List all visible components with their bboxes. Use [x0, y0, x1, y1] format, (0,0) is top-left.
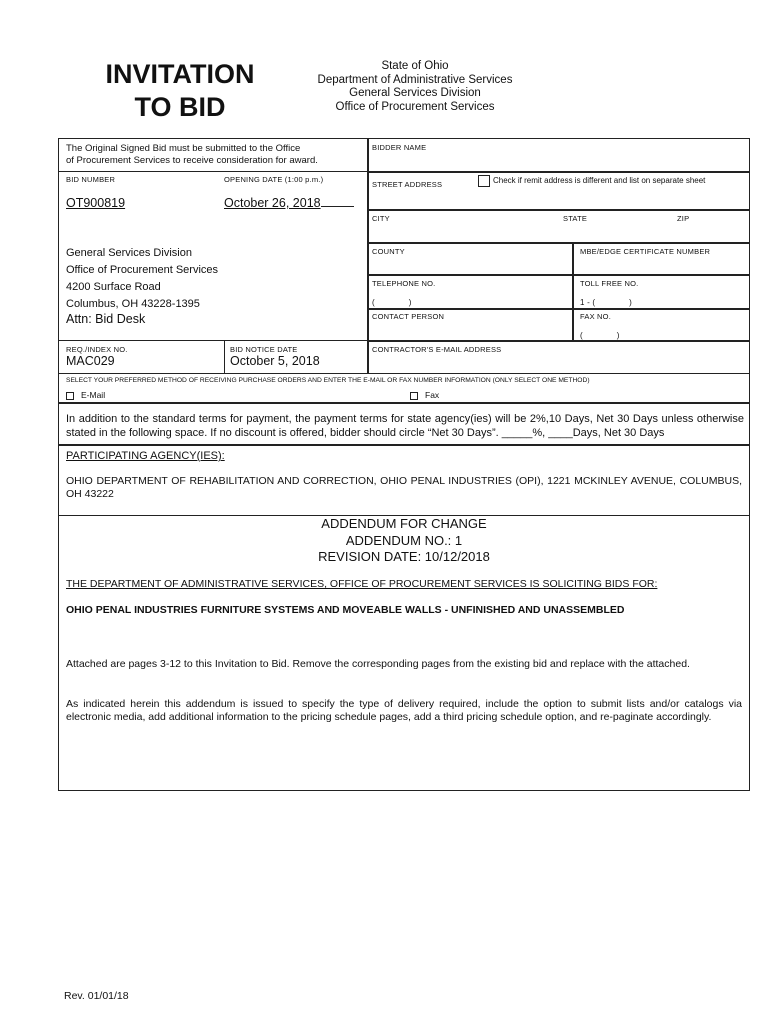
divider — [58, 373, 750, 374]
bid-number-label: BID NUMBER — [66, 175, 116, 184]
agency-line: General Services Division — [349, 87, 481, 99]
zip-field[interactable]: ZIP — [677, 214, 690, 223]
opening-date-text: October 26, 2018 — [224, 196, 321, 210]
email-option[interactable] — [66, 390, 105, 400]
address-line: General Services Division — [66, 247, 192, 259]
fax-option[interactable] — [410, 390, 439, 400]
county-field[interactable]: COUNTY — [372, 247, 405, 256]
bid-number-text: OT900819 — [66, 196, 126, 210]
state-field[interactable]: STATE — [563, 214, 588, 223]
title-line-2: TO BID — [134, 92, 226, 122]
opening-date-label: OPENING DATE (1:00 p.m.) — [224, 175, 324, 184]
divider — [58, 402, 750, 404]
telephone-field[interactable]: TELEPHONE NO. — [372, 279, 436, 288]
instruction-line: of Procurement Services to receive consideration for award. — [66, 155, 318, 166]
payment-terms: In addition to the standard terms for payment, the payment terms for state agency(ies) will be 2%,10 Days, Net 30 Days unless otherwise stated in the following space. If no discount is offered, bidder should circle “Net 30 Days”. _____%, ____Days, Net 30 Days — [66, 413, 744, 439]
checkbox-icon[interactable] — [66, 392, 74, 400]
revision-footer: Rev. 01/01/18 — [64, 990, 129, 1002]
divider — [58, 171, 368, 172]
addendum-header — [58, 516, 750, 566]
address-line: 4200 Surface Road — [66, 281, 161, 293]
city-field[interactable]: CITY — [372, 214, 390, 223]
fax-blank: ( ) — [580, 331, 620, 340]
opening-date-value — [224, 196, 354, 210]
email-field[interactable]: CONTRACTOR'S E-MAIL ADDRESS — [372, 345, 502, 354]
remit-check-label: Check if remit address is different and list on separate sheet — [493, 176, 706, 186]
divider — [368, 340, 750, 342]
instruction-line: The Original Signed Bid must be submitted to the Office — [66, 143, 301, 154]
addendum-paragraph-1: Attached are pages 3-12 to this Invitation to Bid. Remove the corresponding pages from the existing bid and replace with the attached. — [66, 658, 690, 670]
address-line: Office of Procurement Services — [66, 263, 219, 276]
method-instruction: SELECT YOUR PREFERRED METHOD OF RECEIVING PURCHASE ORDERS AND ENTER THE E-MAIL OR FAX NUMBER INFORMATION (ONLY SELECT ONE METHOD) — [66, 377, 590, 384]
form-frame — [58, 138, 750, 791]
column-divider — [224, 340, 225, 374]
agency-line: Department of Administrative Services — [317, 73, 513, 86]
soliciting-statement: THE DEPARTMENT OF ADMINISTRATIVE SERVICES, OFFICE OF PROCUREMENT SERVICES IS SOLICITING BIDS FOR: — [66, 578, 658, 590]
street-address-field[interactable]: STREET ADDRESS — [372, 180, 443, 189]
divider — [368, 308, 750, 310]
mailing-address — [66, 245, 218, 312]
toll-free-blank: 1 - ( ) — [580, 298, 633, 307]
divider — [58, 444, 750, 446]
checkbox-icon[interactable] — [410, 392, 418, 400]
column-divider — [367, 138, 369, 374]
bid-subject: OHIO PENAL INDUSTRIES FURNITURE SYSTEMS AND MOVEABLE WALLS - UNFINISHED AND UNASSEMBLED — [66, 604, 625, 616]
agency-line: State of Ohio — [381, 60, 449, 72]
addendum-line: ADDENDUM FOR CHANGE — [321, 516, 487, 531]
agency-line: Office of Procurement Services — [335, 100, 495, 113]
bid-notice-date-value: October 5, 2018 — [230, 354, 320, 368]
divider — [368, 209, 750, 211]
divider — [368, 242, 750, 244]
addendum-line: REVISION DATE: 10/12/2018 — [318, 549, 490, 564]
bid-notice-date-label: BID NOTICE DATE — [230, 345, 298, 354]
fax-option-label: Fax — [425, 390, 440, 400]
remit-address-checkbox[interactable] — [478, 175, 705, 187]
participating-agency: OHIO DEPARTMENT OF REHABILITATION AND CORRECTION, OHIO PENAL INDUSTRIES (OPI), 1221 MCKINLEY AVENUE, COLUMBUS, OH 43222 — [66, 475, 742, 500]
divider — [368, 171, 750, 173]
agency-block — [290, 60, 540, 114]
title-line-1: INVITATION — [105, 59, 255, 89]
contact-person-field[interactable]: CONTACT PERSON — [372, 312, 445, 321]
fax-field[interactable]: FAX NO. — [580, 312, 611, 321]
column-divider — [572, 242, 574, 341]
bid-number-value — [66, 196, 201, 210]
form-title — [60, 58, 300, 124]
toll-free-field[interactable]: TOLL FREE NO. — [580, 279, 639, 288]
bidder-name-field[interactable]: BIDDER NAME — [372, 143, 427, 152]
submission-instruction — [66, 143, 318, 167]
participating-heading: PARTICIPATING AGENCY(IES): — [66, 450, 225, 462]
mbe-certificate-field[interactable]: MBE/EDGE CERTIFICATE NUMBER — [580, 247, 711, 256]
divider — [368, 274, 750, 276]
addendum-line: ADDENDUM NO.: 1 — [345, 532, 463, 548]
divider — [58, 340, 368, 341]
req-index-value: MAC029 — [66, 354, 115, 368]
checkbox-icon[interactable] — [478, 175, 490, 187]
email-option-label: E-Mail — [81, 390, 106, 400]
req-index-label: REQ./INDEX NO. — [66, 345, 128, 354]
addendum-paragraph-2: As indicated herein this addendum is issued to specify the type of delivery required, include the option to submit lists and/or catalogs via electronic media, add additional information to the pricing schedule pages, add a third pricing schedule option, and re-paginate accordingly. — [66, 698, 742, 723]
telephone-blank: ( ) — [372, 298, 412, 307]
attn-line: Attn: Bid Desk — [66, 312, 146, 326]
address-line: Columbus, OH 43228-1395 — [66, 297, 200, 310]
